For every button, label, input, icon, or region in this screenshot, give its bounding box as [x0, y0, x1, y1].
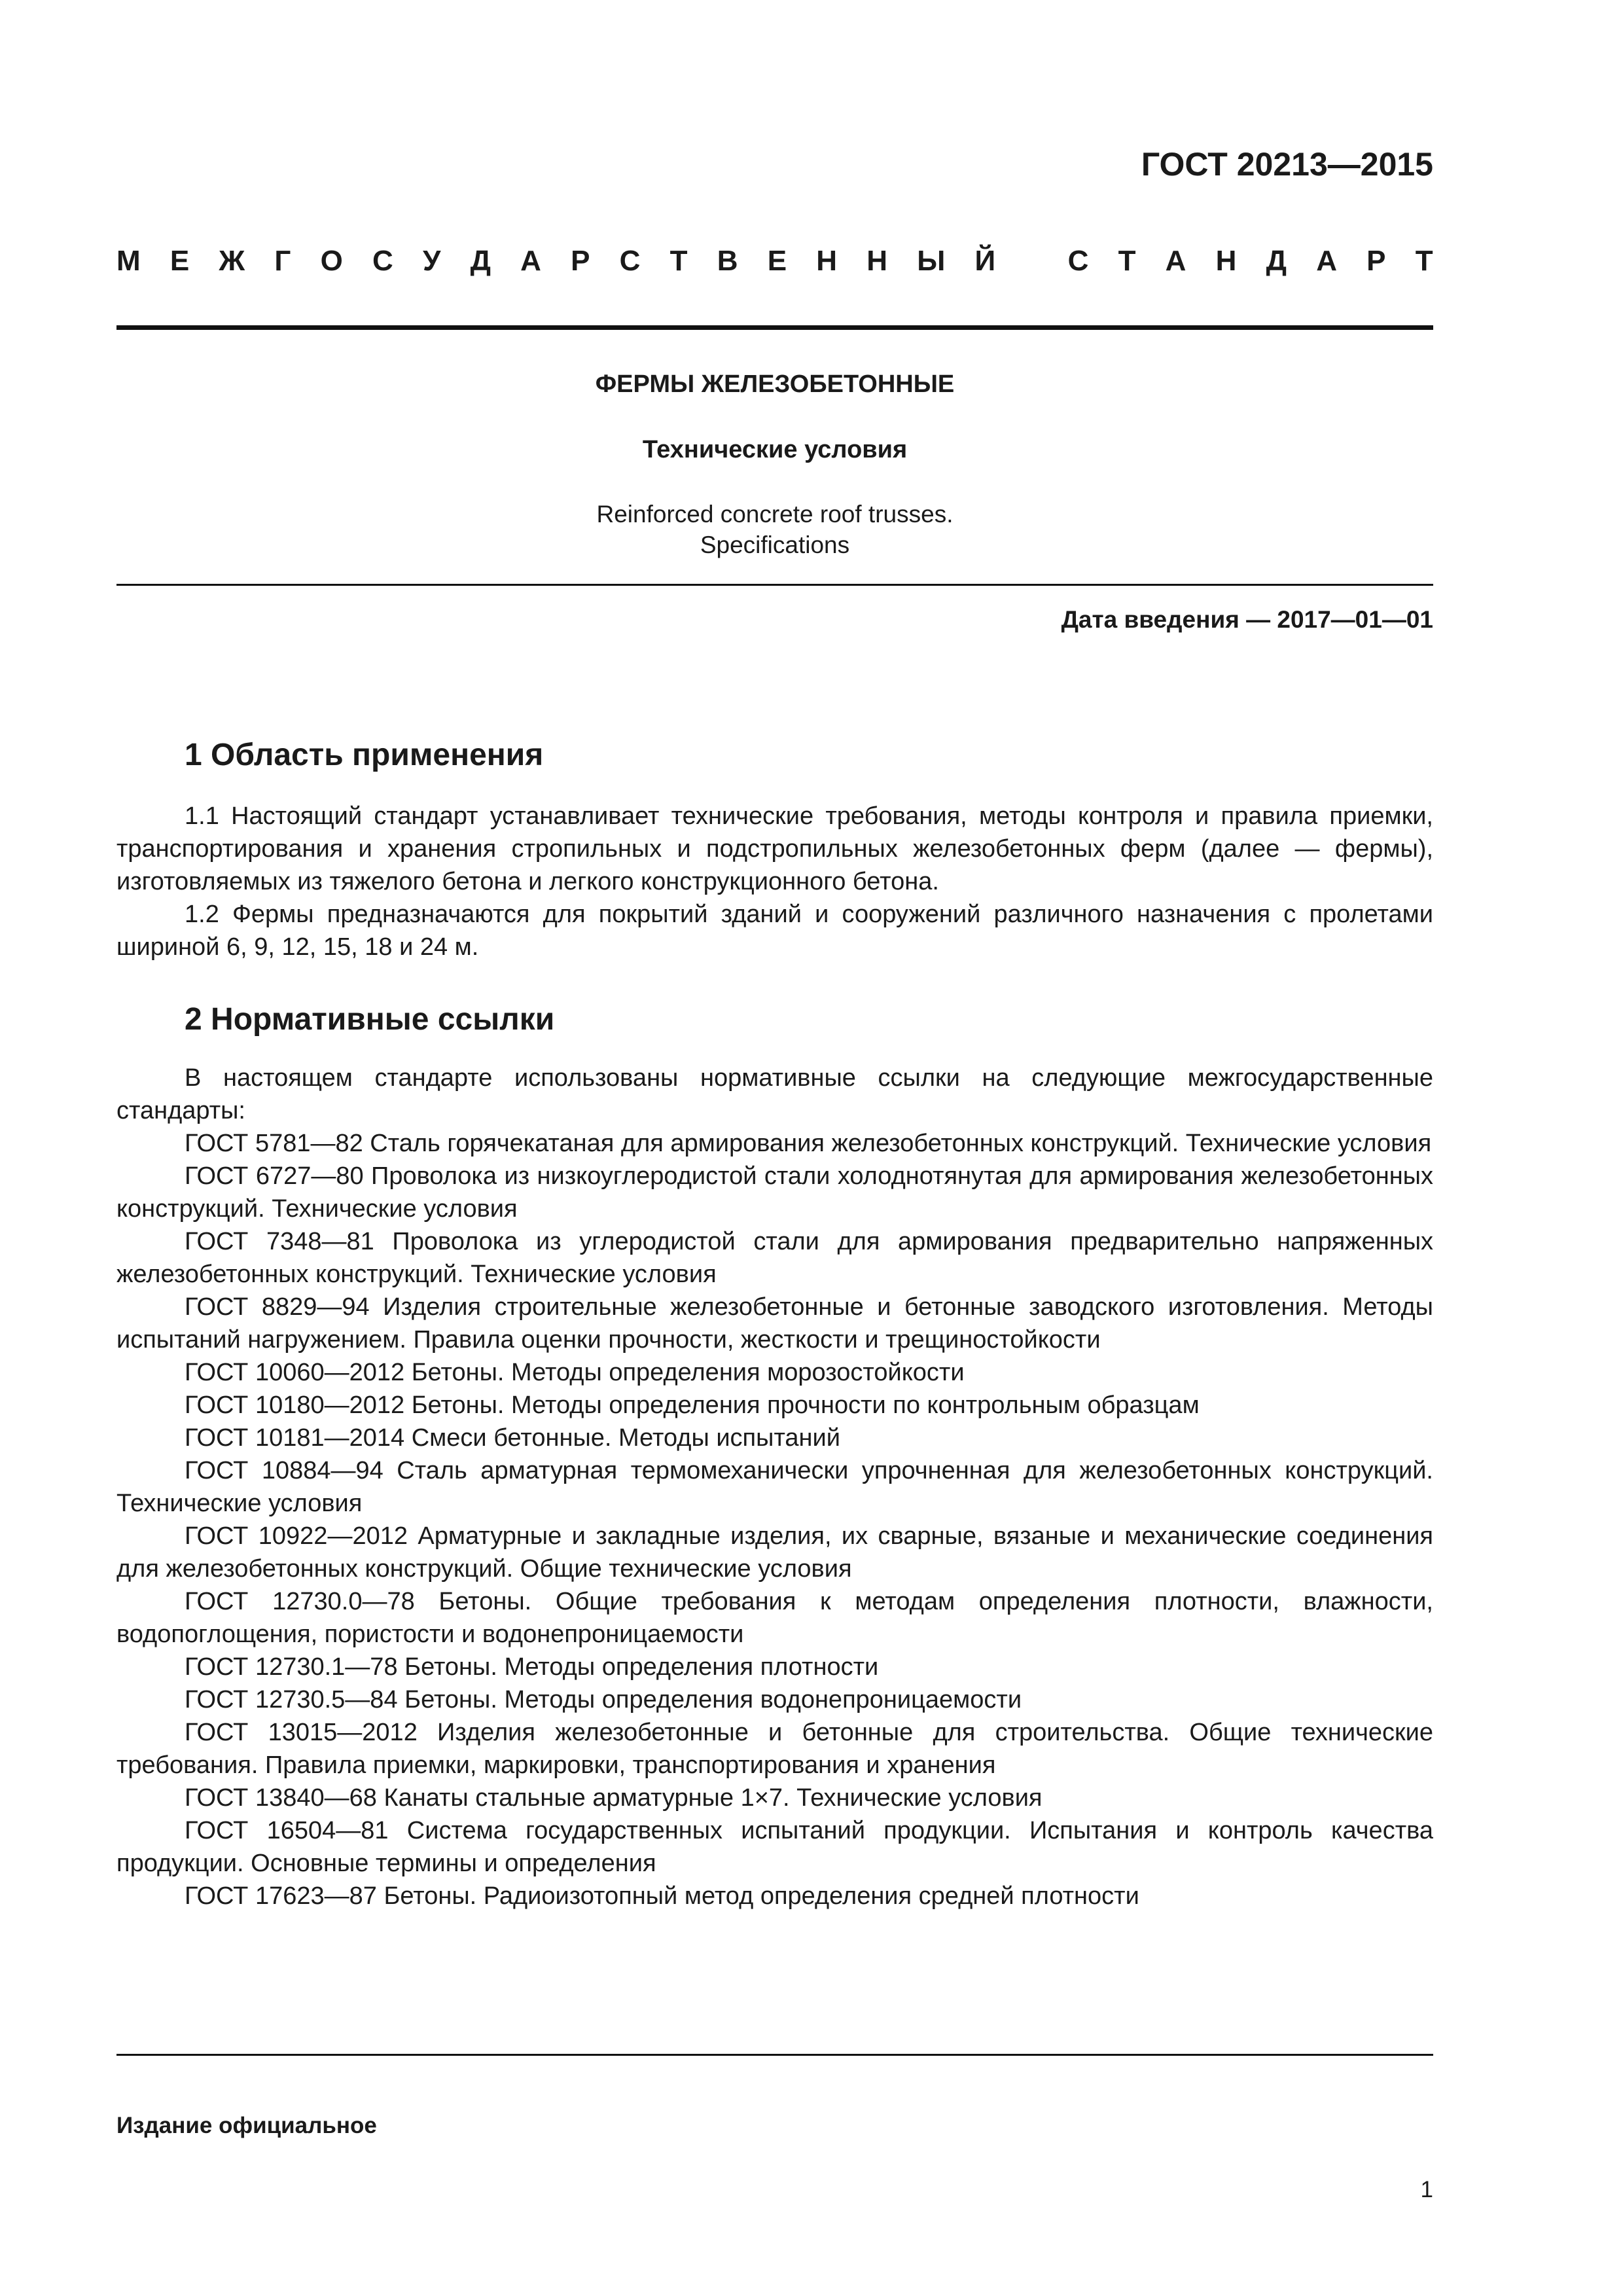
- page-number: 1: [1420, 2177, 1433, 2202]
- introduction-date: Дата введения — 2017—01—01: [1061, 606, 1433, 633]
- section-2-heading: 2 Нормативные ссылки: [185, 1002, 555, 1037]
- standard-type-letter: А: [1316, 245, 1337, 277]
- standard-type-letter: О: [320, 245, 343, 277]
- standard-type-letter: С: [372, 245, 393, 277]
- edition-label: Издание официальное: [116, 2113, 377, 2138]
- standard-type-letter: Н: [1215, 245, 1237, 277]
- standard-type-letter: А: [520, 245, 541, 277]
- reference-item: ГОСТ 10060—2012 Бетоны. Методы определения морозостойкости: [185, 1359, 965, 1386]
- standard-type-heading: [116, 245, 1433, 278]
- english-title-line-1: Reinforced concrete roof trusses.: [596, 501, 954, 528]
- english-title: [116, 499, 1433, 560]
- header-divider: [116, 325, 1433, 330]
- standard-type-letter: Т: [669, 245, 688, 277]
- reference-item: ГОСТ 6727—80 Проволока из низкоуглеродистой стали холоднотянутая для армирования железобетонных конструкций. Технические условия: [116, 1162, 1433, 1223]
- document-title: ФЕРМЫ ЖЕЛЕЗОБЕТОННЫЕ: [595, 370, 955, 398]
- standard-type-letter: Е: [767, 245, 787, 277]
- standard-type-letter: С: [1067, 245, 1089, 277]
- reference-item: ГОСТ 12730.1—78 Бетоны. Методы определения плотности: [185, 1653, 879, 1681]
- references-intro: В настоящем стандарте использованы нормативные ссылки на следующие межгосударственные стандарты:: [116, 1064, 1433, 1124]
- reference-item: ГОСТ 12730.0—78 Бетоны. Общие требования к методам определения плотности, влажности, водопоглощения, пористости и водонепроницаемости: [116, 1588, 1433, 1648]
- standard-type-letter: Р: [1366, 245, 1386, 277]
- reference-item: ГОСТ 10922—2012 Арматурные и закладные изделия, их сварные, вязаные и механические соединения для железобетонных конструкций. Общие технические условия: [116, 1522, 1433, 1583]
- standard-type-letter: Д: [470, 245, 491, 277]
- standard-type-letter: Т: [1118, 245, 1136, 277]
- standard-type-letter: Д: [1266, 245, 1287, 277]
- reference-item: ГОСТ 10180—2012 Бетоны. Методы определения прочности по контрольным образцам: [185, 1391, 1200, 1419]
- footer-divider: [116, 2054, 1433, 2056]
- reference-item: ГОСТ 17623—87 Бетоны. Радиоизотопный метод определения средней плотности: [185, 1882, 1139, 1910]
- reference-item: ГОСТ 16504—81 Система государственных испытаний продукции. Испытания и контроль качества продукции. Основные термины и определения: [116, 1817, 1433, 1877]
- reference-item: ГОСТ 5781—82 Сталь горячекатаная для армирования железобетонных конструкций. Технические условия: [185, 1130, 1432, 1157]
- standard-type-letter: Ы: [917, 245, 946, 277]
- section-1-heading: 1 Область применения: [185, 738, 544, 772]
- paragraph-1-1: 1.1 Настоящий стандарт устанавливает технические требования, методы контроля и правила приемки, транспортирования и хранения стропильных и подстропильных железобетонных ферм (далее — фермы), изготовляемых из тяжелого бетона и легкого конструкционного бетона.: [116, 802, 1433, 895]
- paragraph-1-2: 1.2 Фермы предназначаются для покрытий зданий и сооружений различного назначения с пролетами шириной 6, 9, 12, 15, 18 и 24 м.: [116, 901, 1433, 961]
- standard-type-letter: Н: [866, 245, 888, 277]
- standard-type-letter: А: [1165, 245, 1186, 277]
- reference-item: ГОСТ 13015—2012 Изделия железобетонные и бетонные для строительства. Общие технические требования. Правила приемки, маркировки, транспортирования и хранения: [116, 1719, 1433, 1779]
- document-subtitle: Технические условия: [642, 436, 908, 463]
- reference-item: ГОСТ 12730.5—84 Бетоны. Методы определения водонепроницаемости: [185, 1686, 1022, 1713]
- standard-type-letter: С: [619, 245, 641, 277]
- reference-item: ГОСТ 10884—94 Сталь арматурная термомеханически упрочненная для железобетонных конструкций. Технические условия: [116, 1457, 1433, 1517]
- section-1-body: [116, 800, 1433, 963]
- standard-type-letter: Р: [571, 245, 590, 277]
- reference-item: ГОСТ 8829—94 Изделия строительные железобетонные и бетонные заводского изготовления. Методы испытаний нагружением. Правила оценки прочности, жесткости и трещиностойкости: [116, 1293, 1433, 1354]
- section-2-body: [116, 1062, 1433, 1912]
- reference-item: ГОСТ 13840—68 Канаты стальные арматурные 1×7. Технические условия: [185, 1784, 1043, 1812]
- standard-type-letter: Ж: [219, 245, 245, 277]
- standard-type-letter: М: [116, 245, 141, 277]
- standard-type-letter: У: [422, 245, 441, 277]
- standard-type-letter: Й: [974, 245, 996, 277]
- standard-type-letter: В: [717, 245, 738, 277]
- title-divider: [116, 584, 1433, 586]
- standard-type-letter: Г: [274, 245, 291, 277]
- standard-type-letter: Т: [1415, 245, 1433, 277]
- reference-item: ГОСТ 7348—81 Проволока из углеродистой стали для армирования предварительно напряженных железобетонных конструкций. Технические условия: [116, 1228, 1433, 1288]
- english-title-line-2: Specifications: [700, 531, 850, 558]
- standard-type-letter: [1025, 245, 1038, 278]
- reference-item: ГОСТ 10181—2014 Смеси бетонные. Методы испытаний: [185, 1424, 840, 1452]
- standard-type-letter: Н: [816, 245, 838, 277]
- standard-type-letter: Е: [169, 245, 190, 277]
- gost-number: ГОСТ 20213—2015: [1141, 146, 1433, 183]
